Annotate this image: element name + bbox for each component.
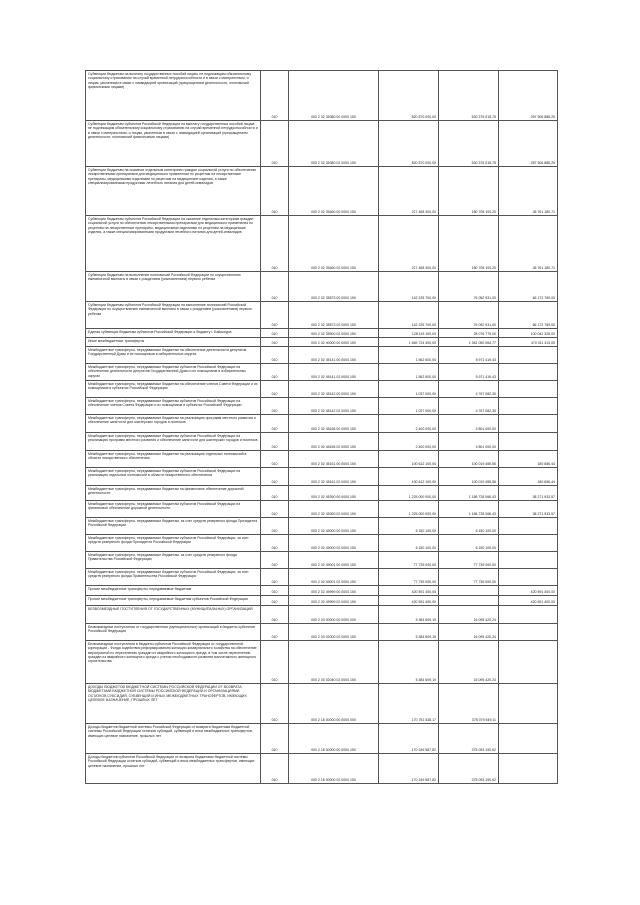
row-rest-cell <box>499 724 558 754</box>
row-rest-cell: 180 656,44 <box>499 451 558 468</box>
row-kbk-cell: 000 2 02 49999 00 0000 150 <box>289 586 379 596</box>
row-code-cell: 010 <box>261 329 289 338</box>
row-exec-cell: 76 052 931,00 <box>439 302 499 329</box>
table-row <box>86 569 558 586</box>
row-rest-cell: 287 506 888,25 <box>499 71 558 121</box>
row-code-cell: 010 <box>261 606 289 624</box>
row-name-cell: Межбюджетные трансферты, передаваемые бюджетам субъектов Российской Федерации на финансовое обеспечение дорожной деятельности <box>86 501 261 518</box>
row-code-cell: 010 <box>261 347 289 364</box>
row-code-cell: 010 <box>261 71 289 121</box>
table-row <box>86 468 558 486</box>
revenue-table <box>85 70 558 784</box>
row-exec-cell: 4 801 000,00 <box>439 415 499 433</box>
row-rest-cell: 470 011 313,05 <box>499 338 558 347</box>
table-row <box>86 272 558 302</box>
row-code-cell: 010 <box>261 451 289 468</box>
row-name-cell: Межбюджетные трансферты, передаваемые бюджетам на реализацию программ местного развития и обеспечение занятости для шахтерских городов и поселков <box>86 415 261 433</box>
row-name-cell: Субвенции бюджетам субъектов Российской Федерации на выплату государственных пособий лицам, не подлежащим обязательному социальному страхованию на случай временной нетрудоспособности и в связи с материнством, и лицам, уволенным в связи с ликвидацией организаций (прекращением деятельности, полномочий физическими лицами) <box>86 121 261 167</box>
row-name-cell: Субвенции бюджетам субъектов Российской Федерации на выполнение полномочий Российской Федерации по осуществлению ежемесячной выплаты в связи с рождением (усыновлением) первого ребенка <box>86 302 261 329</box>
row-exec-cell: 16 095 420,24 <box>439 641 499 684</box>
row-kbk-cell: 000 2 02 45390 00 0000 150 <box>289 486 379 501</box>
row-name-cell: Субвенции бюджетам на выплату государственных пособий лицам, не подлежащим обязательному социальному страхованию на случай временной нетрудоспособности и в связи с материнством, и лицам, уволенным в связи с ликвидацией организаций (прекращением деятельности, полномочий физическими лицами) <box>86 71 261 121</box>
row-code-cell: 010 <box>261 398 289 415</box>
row-name-cell: Межбюджетные трансферты, передаваемые бюджетам на финансовое обеспечение дорожной деятельности <box>86 486 261 501</box>
row-rest-cell <box>499 569 558 586</box>
table-row <box>86 415 558 433</box>
table-row <box>86 684 558 724</box>
row-rest-cell: 66 172 769,00 <box>499 272 558 302</box>
row-plan-cell: 217 468 300,00 <box>379 167 439 216</box>
row-plan-cell: 1 225 000 000,00 <box>379 486 439 501</box>
row-exec-cell: 16 095 420,24 <box>439 606 499 624</box>
row-kbk-cell: 000 2 02 35573 00 0000 150 <box>289 272 379 302</box>
row-code-cell: 010 <box>261 596 289 606</box>
row-exec-cell: 6 150 100,00 <box>439 535 499 552</box>
row-code-cell: 010 <box>261 586 289 596</box>
row-code-cell: 010 <box>261 468 289 486</box>
row-plan-cell: 1 037 000,00 <box>379 398 439 415</box>
row-name-cell: Межбюджетные трансферты, передаваемые бюджетам, за счет средств резервного фонда Правительства Российской Федерации <box>86 552 261 569</box>
row-name-cell: Прочие межбюджетные трансферты, передаваемые бюджетам субъектов Российской Федерации <box>86 596 261 606</box>
row-plan-cell: 77 739 000,00 <box>379 569 439 586</box>
row-plan-cell: 170 249 587,82 <box>379 754 439 784</box>
row-name-cell: Безвозмездные поступления от государственных (муниципальных) организаций в бюджеты субъектов Российской Федерации <box>86 624 261 641</box>
row-plan-cell: 142 225 700,00 <box>379 272 439 302</box>
table-row <box>86 486 558 501</box>
row-plan-cell: 1 562 600,00 <box>379 347 439 364</box>
row-rest-cell: 36 761 180,71 <box>499 216 558 272</box>
row-kbk-cell: 000 2 03 02040 02 0000 150 <box>289 641 379 684</box>
table-row <box>86 586 558 596</box>
row-exec-cell <box>439 586 499 596</box>
row-kbk-cell: 000 2 02 45156 02 0000 150 <box>289 433 379 451</box>
row-exec-cell: 4 767 082,30 <box>439 398 499 415</box>
row-exec-cell: 375 093 190,62 <box>439 754 499 784</box>
row-rest-cell: 420 591 400,00 <box>499 596 558 606</box>
row-plan-cell: 420 591 400,00 <box>379 596 439 606</box>
row-exec-cell: 1 186 728 066,43 <box>439 486 499 501</box>
row-kbk-cell: 000 2 02 45161 00 0000 150 <box>289 451 379 468</box>
row-rest-cell <box>499 624 558 641</box>
row-code-cell: 010 <box>261 569 289 586</box>
row-kbk-cell: 000 2 02 45142 00 0000 150 <box>289 381 379 398</box>
row-exec-cell: 77 739 000,00 <box>439 552 499 569</box>
row-rest-cell <box>499 347 558 364</box>
row-name-cell: БЕЗВОЗМЕЗДНЫЕ ПОСТУПЛЕНИЯ ОТ ГОСУДАРСТВЕННЫХ (МУНИЦИПАЛЬНЫХ) ОРГАНИЗАЦИЙ <box>86 606 261 624</box>
table-row <box>86 364 558 381</box>
row-code-cell: 010 <box>261 167 289 216</box>
row-exec-cell <box>439 596 499 606</box>
table-row <box>86 216 558 272</box>
table-row <box>86 121 558 167</box>
row-kbk-cell: 000 2 02 35573 02 0000 150 <box>289 302 379 329</box>
row-rest-cell: 100 042 325,00 <box>499 329 558 338</box>
row-name-cell: Межбюджетные трансферты, передаваемые бюджетам субъектов Российской Федерации, за счет средств резервного фонда Правительства Российской Федерации <box>86 569 261 586</box>
row-name-cell: Межбюджетные трансферты, передаваемые бюджетам субъектов Российской Федерации на реализацию отдельных полномочий в области лекарственного обеспечения <box>86 468 261 486</box>
row-rest-cell: 38 271 933,57 <box>499 501 558 518</box>
row-kbk-cell: 000 2 02 35380 00 0000 150 <box>289 71 379 121</box>
row-exec-cell: 6 150 100,00 <box>439 518 499 535</box>
row-kbk-cell: 000 2 02 45141 02 0000 150 <box>289 364 379 381</box>
row-exec-cell: 5 971 419,43 <box>439 364 499 381</box>
row-code-cell: 010 <box>261 535 289 552</box>
row-name-cell: Межбюджетные трансферты, передаваемые бюджетам субъектов Российской Федерации на обеспечение деятельности депутатов Государственной Думы и их помощников в избирательных округах <box>86 364 261 381</box>
row-rest-cell: 420 591 400,00 <box>499 586 558 596</box>
row-kbk-cell: 000 2 02 40000 00 0000 150 <box>289 338 379 347</box>
row-code-cell: 010 <box>261 302 289 329</box>
table-row <box>86 606 558 624</box>
row-exec-cell: 5 971 419,43 <box>439 347 499 364</box>
row-plan-cell: 5 384 609,19 <box>379 624 439 641</box>
row-name-cell: Субвенции бюджетам на оказание отдельным категориям граждан социальной услуги по обеспечению лекарственными препаратами для медицинского применения по рецептам на лекарственные препараты, медицинскими изделиями по рецептам на медицинские изделия, а также специализированными продуктами лечебного питания для детей-инвалидов <box>86 167 261 216</box>
table-row <box>86 451 558 468</box>
row-code-cell: 010 <box>261 216 289 272</box>
table-row <box>86 71 558 121</box>
row-name-cell: Межбюджетные трансферты, передаваемые бюджетам, за счет средств резервного фонда Президента Российской Федерации <box>86 518 261 535</box>
row-exec-cell: 76 052 931,00 <box>439 272 499 302</box>
row-rest-cell <box>499 535 558 552</box>
row-rest-cell: 36 761 180,71 <box>499 167 558 216</box>
row-kbk-cell: 000 2 18 00000 00 0000 000 <box>289 684 379 724</box>
row-kbk-cell: 000 2 02 35900 02 0000 150 <box>289 329 379 338</box>
row-code-cell: 010 <box>261 724 289 754</box>
row-exec-cell: 530 375 015,75 <box>439 121 499 167</box>
row-exec-cell: 1 186 728 066,43 <box>439 501 499 518</box>
row-rest-cell: 287 506 888,25 <box>499 121 558 167</box>
row-rest-cell <box>499 364 558 381</box>
row-exec-cell: 4 767 082,30 <box>439 381 499 398</box>
table-row <box>86 501 558 518</box>
row-exec-cell: 100 019 455,56 <box>439 468 499 486</box>
row-code-cell: 010 <box>261 364 289 381</box>
row-rest-cell <box>499 433 558 451</box>
row-rest-cell <box>499 606 558 624</box>
row-plan-cell: 1 037 000,00 <box>379 381 439 398</box>
row-code-cell: 010 <box>261 684 289 724</box>
row-code-cell: 010 <box>261 272 289 302</box>
row-name-cell: Единая субвенция бюджетам субъектов Российской Федерации и бюджету г. Байконура <box>86 329 261 338</box>
row-exec-cell: 4 801 000,00 <box>439 433 499 451</box>
row-name-cell: Межбюджетные трансферты, передаваемые бюджетам субъектов Российской Федерации на обеспечение членов Совета Федерации и их помощников в субъектах Российской Федерации <box>86 398 261 415</box>
row-plan-cell: 6 150 100,00 <box>379 535 439 552</box>
row-kbk-cell: 000 2 03 02000 02 0000 150 <box>289 624 379 641</box>
row-code-cell: 010 <box>261 415 289 433</box>
row-code-cell: 010 <box>261 552 289 569</box>
table-row <box>86 552 558 569</box>
report-table-container <box>85 70 557 784</box>
row-rest-cell: 180 656,44 <box>499 468 558 486</box>
row-kbk-cell: 000 2 02 49000 00 0000 150 <box>289 518 379 535</box>
row-plan-cell: 5 384 609,19 <box>379 641 439 684</box>
row-name-cell: Субвенции бюджетам на выполнение полномочий Российской Федерации по осуществлению ежемесячной выплаты в связи с рождением (усыновлением) первого ребенка <box>86 272 261 302</box>
row-code-cell: 010 <box>261 624 289 641</box>
row-exec-cell: 375 093 190,62 <box>439 724 499 754</box>
table-row <box>86 641 558 684</box>
table-row <box>86 624 558 641</box>
row-plan-cell: 1 225 000 000,00 <box>379 501 439 518</box>
row-exec-cell: 1 381 050 064,77 <box>439 338 499 347</box>
row-code-cell: 010 <box>261 381 289 398</box>
row-plan-cell: 100 612 100,00 <box>379 451 439 468</box>
row-plan-cell: 820 570 000,00 <box>379 121 439 167</box>
row-kbk-cell: 000 2 02 49999 02 0000 150 <box>289 596 379 606</box>
row-name-cell: Иные межбюджетные трансферты <box>86 338 261 347</box>
row-exec-cell: 180 708 100,20 <box>439 216 499 272</box>
row-exec-cell: 100 019 455,56 <box>439 451 499 468</box>
row-name-cell: ДОХОДЫ БЮДЖЕТОВ БЮДЖЕТНОЙ СИСТЕМЫ РОССИЙСКОЙ ФЕДЕРАЦИИ ОТ ВОЗВРАТА БЮДЖЕТАМИ БЮДЖЕТНОЙ СИСТЕМЫ РОССИЙСКОЙ ФЕДЕРАЦИИ И ОРГАНИЗАЦИЯМИ ОСТАТКОВ СУБСИДИЙ, СУБВЕНЦИЙ И ИНЫХ МЕЖБЮДЖЕТНЫХ ТРАНСФЕРТОВ, ИМЕЮЩИХ ЦЕЛЕВОЕ НАЗНАЧЕНИЕ, ПРОШЛЫХ ЛЕТ <box>86 684 261 724</box>
row-name-cell: Доходы бюджетов субъектов Российской Федерации от возврата бюджетами бюджетной системы Российской Федерации остатков субсидий, субвенций и иных межбюджетных трансфертов, имеющих целевое назначение, прошлых лет <box>86 754 261 784</box>
row-plan-cell: 128 119 100,00 <box>379 329 439 338</box>
table-row <box>86 338 558 347</box>
table-row <box>86 754 558 784</box>
row-exec-cell: 530 375 015,75 <box>439 71 499 121</box>
row-name-cell: Безвозмездные поступления в бюджеты субъектов Российской Федерации от государственной корпорации - Фонда содействия реформированию жилищно-коммунального хозяйства на обеспечение мероприятий по переселению граждан из аварийного жилищного фонда, в том числе переселению граждан из аварийного жилищного фонда с учетом необходимости развития малоэтажного жилищного строительства <box>86 641 261 684</box>
row-plan-cell: 170 751 538,17 <box>379 684 439 724</box>
row-name-cell: Доходы бюджетов бюджетной системы Российской Федерации от возврата бюджетами бюджетной системы Российской Федерации остатков субсидий, субвенций и иных межбюджетных трансфертов, имеющих целевое назначение, прошлых лет <box>86 724 261 754</box>
row-rest-cell <box>499 684 558 724</box>
table-row <box>86 302 558 329</box>
row-kbk-cell: 000 2 02 35460 02 0000 150 <box>289 216 379 272</box>
row-exec-cell: 28 076 775,00 <box>439 329 499 338</box>
row-exec-cell: 16 095 420,24 <box>439 624 499 641</box>
row-plan-cell: 420 591 400,00 <box>379 586 439 596</box>
row-exec-cell: 180 708 100,20 <box>439 167 499 216</box>
table-row <box>86 518 558 535</box>
row-plan-cell: 77 739 000,00 <box>379 552 439 569</box>
row-plan-cell: 1 669 724 300,00 <box>379 338 439 347</box>
row-plan-cell: 820 570 000,00 <box>379 71 439 121</box>
row-plan-cell: 170 249 587,82 <box>379 724 439 754</box>
row-rest-cell <box>499 415 558 433</box>
row-plan-cell: 100 612 100,00 <box>379 468 439 486</box>
table-row <box>86 724 558 754</box>
table-row <box>86 535 558 552</box>
row-rest-cell: 66 172 769,00 <box>499 302 558 329</box>
row-kbk-cell: 000 2 03 00000 00 0000 000 <box>289 606 379 624</box>
row-code-cell: 010 <box>261 641 289 684</box>
row-name-cell: Субвенции бюджетам субъектов Российской Федерации на оказание отдельным категориям граждан социальной услуги по обеспечению лекарственными препаратами для медицинского применения по рецептам на лекарственные препараты, медицинскими изделиями по рецептам на медицинские изделия, а также специализированными продуктами лечебного питания для детей-инвалидов <box>86 216 261 272</box>
row-kbk-cell: 000 2 02 45390 02 0000 150 <box>289 501 379 518</box>
row-rest-cell: 38 271 933,57 <box>499 486 558 501</box>
table-row <box>86 398 558 415</box>
row-plan-cell: 217 468 300,00 <box>379 216 439 272</box>
table-row <box>86 433 558 451</box>
table-row <box>86 596 558 606</box>
row-name-cell: Прочие межбюджетные трансферты, передаваемые бюджетам <box>86 586 261 596</box>
table-row <box>86 347 558 364</box>
row-name-cell: Межбюджетные трансферты, передаваемые бюджетам на обеспечение деятельности депутатов Государственной Думы и их помощников в избирательных округах <box>86 347 261 364</box>
row-kbk-cell: 000 2 02 49001 02 0000 150 <box>289 569 379 586</box>
row-kbk-cell: 000 2 02 45141 00 0000 150 <box>289 347 379 364</box>
row-kbk-cell: 000 2 18 00000 00 0000 150 <box>289 724 379 754</box>
row-plan-cell: 5 384 609,19 <box>379 606 439 624</box>
row-rest-cell <box>499 641 558 684</box>
row-kbk-cell: 000 2 02 45161 02 0000 150 <box>289 468 379 486</box>
row-name-cell: Межбюджетные трансферты, передаваемые бюджетам на обеспечение членов Совета Федерации и их помощников в субъектах Российской Федерации <box>86 381 261 398</box>
row-code-cell: 010 <box>261 518 289 535</box>
row-code-cell: 010 <box>261 754 289 784</box>
row-kbk-cell: 000 2 02 49001 00 0000 150 <box>289 552 379 569</box>
row-rest-cell <box>499 552 558 569</box>
row-kbk-cell: 000 2 02 35380 02 0000 150 <box>289 121 379 167</box>
row-plan-cell: 1 562 600,00 <box>379 364 439 381</box>
row-plan-cell: 2 400 000,00 <box>379 415 439 433</box>
row-kbk-cell: 000 2 02 49000 02 0000 150 <box>289 535 379 552</box>
table-row <box>86 167 558 216</box>
table-row <box>86 381 558 398</box>
revenue-table-body <box>86 71 558 784</box>
row-plan-cell: 6 150 100,00 <box>379 518 439 535</box>
row-code-cell: 010 <box>261 433 289 451</box>
row-code-cell: 010 <box>261 486 289 501</box>
row-code-cell: 010 <box>261 501 289 518</box>
row-code-cell: 010 <box>261 338 289 347</box>
row-plan-cell: 2 400 000,00 <box>379 433 439 451</box>
row-rest-cell <box>499 754 558 784</box>
row-rest-cell <box>499 381 558 398</box>
row-exec-cell: 375 079 549,11 <box>439 684 499 724</box>
row-code-cell: 010 <box>261 121 289 167</box>
row-name-cell: Межбюджетные трансферты, передаваемые бюджетам субъектов Российской Федерации на реализацию программ местного развития и обеспечение занятости для шахтерских городов и поселков <box>86 433 261 451</box>
row-rest-cell <box>499 398 558 415</box>
row-plan-cell: 142 225 700,00 <box>379 302 439 329</box>
row-name-cell: Межбюджетные трансферты, передаваемые бюджетам на реализацию отдельных полномочий в области лекарственного обеспечения <box>86 451 261 468</box>
row-kbk-cell: 000 2 02 45156 00 0000 150 <box>289 415 379 433</box>
row-kbk-cell: 000 2 18 00000 02 0000 150 <box>289 754 379 784</box>
row-name-cell: Межбюджетные трансферты, передаваемые бюджетам субъектов Российской Федерации, за счет средств резервного фонда Президента Российской Федерации <box>86 535 261 552</box>
row-kbk-cell: 000 2 02 45142 02 0000 150 <box>289 398 379 415</box>
row-exec-cell: 77 739 000,00 <box>439 569 499 586</box>
row-kbk-cell: 000 2 02 35460 00 0000 150 <box>289 167 379 216</box>
table-row <box>86 329 558 338</box>
row-rest-cell <box>499 518 558 535</box>
